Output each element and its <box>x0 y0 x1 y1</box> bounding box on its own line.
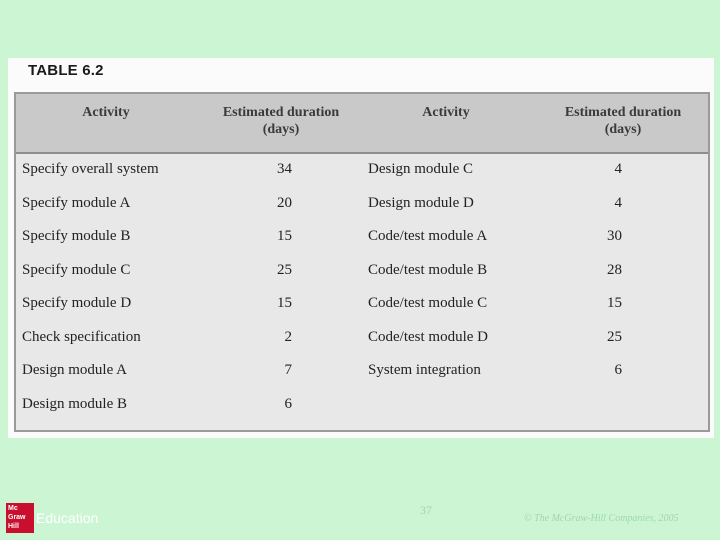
activity-cell: Specify module A <box>22 194 131 211</box>
table-row <box>16 322 708 355</box>
scanned-table-image <box>8 58 714 438</box>
duration-cell: 7 <box>284 362 292 378</box>
duration-cell: 34 <box>277 161 292 177</box>
activity-cell: Design module B <box>22 395 127 412</box>
activity-cell: Code/test module C <box>368 295 488 311</box>
duration-cell: 15 <box>607 295 622 311</box>
mcgraw-hill-logo: Mc Graw Hill <box>6 503 34 533</box>
header-duration-1: Estimated duration (days) <box>222 105 340 137</box>
header-duration-2: Estimated duration (days) <box>564 105 682 137</box>
activity-cell: Code/test module B <box>368 261 488 278</box>
duration-cell: 20 <box>277 194 292 211</box>
duration-cell: 28 <box>607 261 622 278</box>
table-row <box>16 154 708 187</box>
duration-cell: 2 <box>284 328 292 345</box>
duration-cell: 4 <box>614 161 622 177</box>
page-number: 37 <box>420 503 432 517</box>
duration-cell: 15 <box>277 295 292 311</box>
education-label: Education <box>36 510 99 526</box>
header-activity-2: Activity <box>422 105 470 120</box>
activity-cell: Design module D <box>368 194 474 211</box>
activity-cell: Specify module B <box>22 228 131 244</box>
activity-cell: Check specification <box>22 328 141 345</box>
activity-cell: Code/test module A <box>368 228 488 244</box>
activity-cell: Code/test module D <box>368 328 488 345</box>
duration-cell: 30 <box>607 228 622 244</box>
table-row <box>16 188 708 221</box>
table-row <box>16 221 708 254</box>
table-row <box>16 389 708 422</box>
header-activity-1: Activity <box>82 105 130 120</box>
activity-cell: Design module C <box>368 161 473 177</box>
duration-table <box>14 92 710 432</box>
duration-cell: 25 <box>277 261 292 278</box>
duration-cell: 6 <box>614 362 622 378</box>
duration-cell: 4 <box>614 194 622 211</box>
copyright-text: © The McGraw-Hill Companies, 2005 <box>524 513 679 524</box>
table-row <box>16 355 708 388</box>
table-title: TABLE 6.2 <box>28 62 104 79</box>
duration-cell: 25 <box>607 328 622 345</box>
table-row <box>16 255 708 288</box>
activity-cell: Specify module D <box>22 295 132 311</box>
activity-cell: Specify overall system <box>22 161 159 177</box>
activity-cell: System integration <box>368 362 481 378</box>
duration-cell: 15 <box>277 228 292 244</box>
activity-cell: Specify module C <box>22 261 131 278</box>
duration-cell: 6 <box>284 395 292 412</box>
table-header <box>16 94 708 154</box>
activity-cell: Design module A <box>22 362 127 378</box>
table-row <box>16 288 708 321</box>
